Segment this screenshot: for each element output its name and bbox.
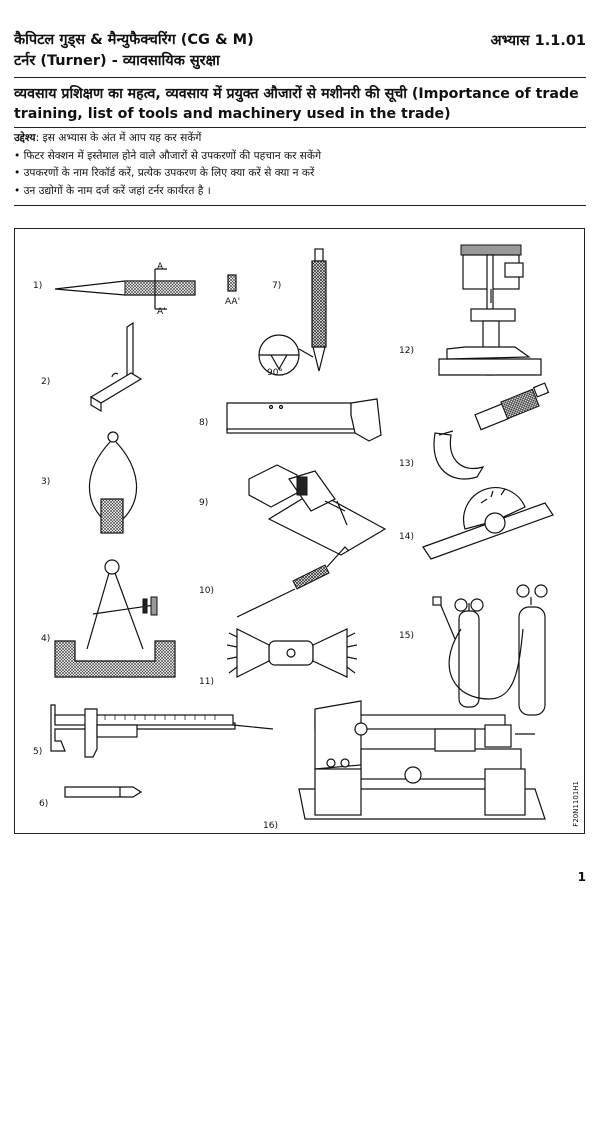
- section-label-a-prime: A': [157, 307, 166, 317]
- label-3: 3): [41, 477, 51, 487]
- header-divider: [14, 77, 586, 78]
- label-14: 14): [399, 532, 414, 542]
- page-title: व्यवसाय प्रशिक्षण का महत्व, व्यवसाय में प्रयुक्त औजारों से मशीनरी की सूची (Importance of trade training, list of tools and machinery used in the trade): [14, 86, 579, 122]
- label-10: 10): [199, 586, 214, 596]
- label-7: 7): [272, 281, 282, 291]
- tools-figure: [14, 228, 585, 834]
- objective-item: • उन उद्योगों के नाम दर्ज करें जहां टर्नर कार्यरत है ।: [14, 184, 211, 197]
- figure-code: F20N1101H1: [572, 781, 580, 827]
- label-2: 2): [41, 377, 51, 387]
- exercise-number: अभ्यास 1.1.01: [490, 33, 586, 49]
- objectives-divider: [14, 205, 586, 206]
- angle-label: 90°: [267, 368, 283, 378]
- objectives-intro: : इस अभ्यास के अंत में आप यह कर सकेंगें: [35, 132, 202, 144]
- label-12: 12): [399, 346, 414, 356]
- label-8: 8): [199, 418, 209, 428]
- label-15: 15): [399, 631, 414, 641]
- objectives-block: [14, 130, 586, 200]
- header-title: [14, 30, 254, 72]
- label-6: 6): [39, 799, 49, 809]
- lathe-machine-icon: [15, 229, 600, 1129]
- objective-item: • फिटर सेक्शन में इस्तेमाल होने वाले औजारों से उपकरणों की पहचान कर सकेंगे: [14, 149, 322, 162]
- objectives-lead: उद्देश्य: [14, 132, 36, 144]
- label-13: 13): [399, 459, 414, 469]
- label-9: 9): [199, 498, 209, 508]
- section-label-a: A: [157, 262, 164, 272]
- page-number: 1: [577, 870, 586, 884]
- title-divider: [14, 127, 586, 128]
- section-label-aa: AA': [225, 297, 241, 307]
- label-1: 1): [33, 281, 43, 291]
- label-11: 11): [199, 677, 214, 687]
- label-5: 5): [33, 747, 43, 757]
- label-4: 4): [41, 634, 51, 644]
- objective-item: • उपकरणों के नाम रिकॉर्ड करें, प्रत्येक उपकरण के लिए क्या करें से क्या न करें: [14, 167, 315, 179]
- header-line-2: टर्नर (Turner) - व्यावसायिक सुरक्षा: [14, 53, 220, 69]
- label-16: 16): [263, 821, 278, 831]
- header-line-1: कैपिटल गुड्स & मैन्युफैक्चरिंग (CG & M): [14, 32, 254, 48]
